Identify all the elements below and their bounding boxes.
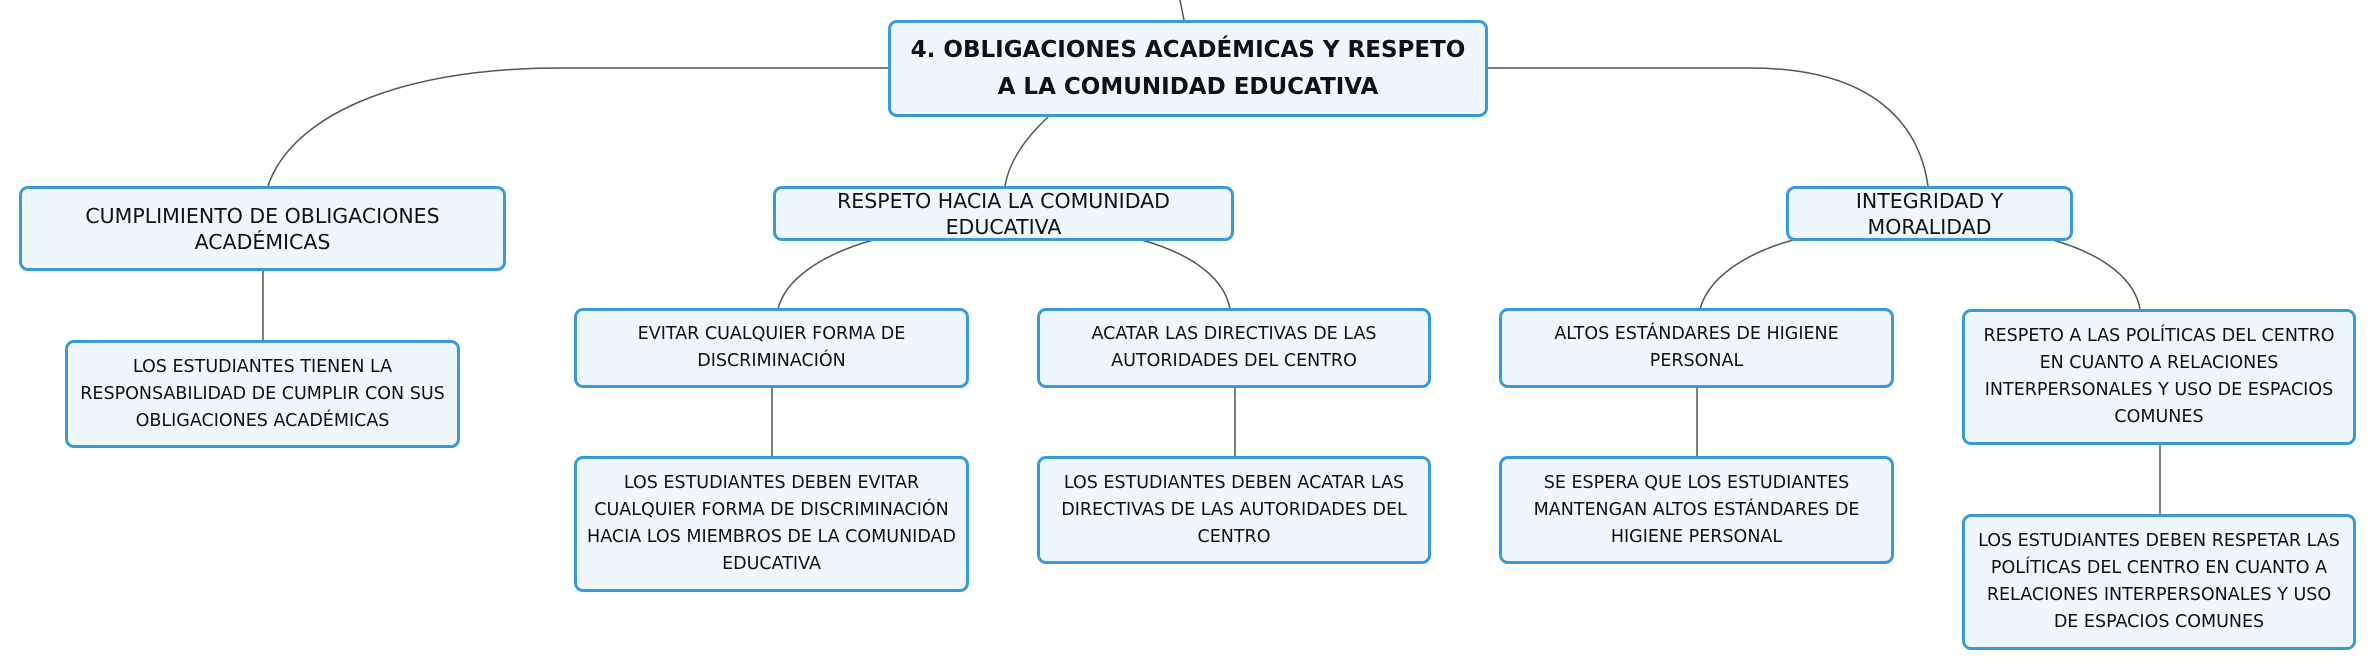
connector-root-parent xyxy=(1180,0,1184,20)
topic-cumplimiento-label: CUMPLIMIENTO DE OBLIGACIONES ACADÉMICAS xyxy=(85,203,440,254)
connector-root-cumplimiento xyxy=(268,68,888,186)
connector-respeto-discriminacion xyxy=(778,240,873,309)
root-topic[interactable] xyxy=(888,20,1488,117)
subtopic-politicas-detalle[interactable] xyxy=(1962,514,2356,650)
subtopic-higiene-personal[interactable] xyxy=(1499,308,1894,388)
subtopic-directivas-detalle-label: LOS ESTUDIANTES DEBEN ACATAR LAS DIRECTIVAS DE LAS AUTORIDADES DEL CENTRO xyxy=(1061,472,1407,547)
subtopic-responsabilidad-academica[interactable] xyxy=(65,340,460,448)
subtopic-discriminacion-detalle[interactable] xyxy=(574,456,969,592)
subtopic-politicas-detalle-label: LOS ESTUDIANTES DEBEN RESPETAR LAS POLÍTICAS DEL CENTRO EN CUANTO A RELACIONES INTERPERSONALES Y USO DE ESPACIOS COMUNES xyxy=(1978,531,2340,632)
topic-integridad-label: INTEGRIDAD Y MORALIDAD xyxy=(1855,188,2004,239)
connector-root-integridad xyxy=(1487,68,1928,186)
subtopic-higiene-detalle-label: SE ESPERA QUE LOS ESTUDIANTES MANTENGAN ALTOS ESTÁNDARES DE HIGIENE PERSONAL xyxy=(1533,472,1860,547)
topic-respeto-comunidad[interactable] xyxy=(773,186,1234,241)
root-topic-label: 4. OBLIGACIONES ACADÉMICAS Y RESPETO A LA COMUNIDAD EDUCATIVA xyxy=(910,36,1466,100)
subtopic-politicas-centro[interactable] xyxy=(1962,309,2356,445)
subtopic-discriminacion-detalle-label: LOS ESTUDIANTES DEBEN EVITAR CUALQUIER FORMA DE DISCRIMINACIÓN HACIA LOS MIEMBROS DE LA COMUNIDAD EDUCATIVA xyxy=(587,473,956,574)
subtopic-higiene-detalle[interactable] xyxy=(1499,456,1894,564)
subtopic-acatar-directivas-label: ACATAR LAS DIRECTIVAS DE LAS AUTORIDADES DEL CENTRO xyxy=(1091,324,1377,371)
topic-cumplimiento-obligaciones[interactable] xyxy=(19,186,506,271)
subtopic-directivas-detalle[interactable] xyxy=(1037,456,1431,564)
connector-root-respeto xyxy=(1005,117,1048,186)
subtopic-responsabilidad-label: LOS ESTUDIANTES TIENEN LA RESPONSABILIDAD DE CUMPLIR CON SUS OBLIGACIONES ACADÉMICAS xyxy=(80,356,445,431)
connector-respeto-directivas xyxy=(1142,240,1230,309)
subtopic-politicas-centro-label: RESPETO A LAS POLÍTICAS DEL CENTRO EN CUANTO A RELACIONES INTERPERSONALES Y USO DE ESPACIOS COMUNES xyxy=(1983,326,2335,427)
subtopic-evitar-discriminacion-label: EVITAR CUALQUIER FORMA DE DISCRIMINACIÓN xyxy=(637,324,906,371)
subtopic-higiene-personal-label: ALTOS ESTÁNDARES DE HIGIENE PERSONAL xyxy=(1554,324,1839,371)
topic-respeto-label: RESPETO HACIA LA COMUNIDAD EDUCATIVA xyxy=(837,188,1170,239)
connector-integridad-politicas xyxy=(2053,240,2140,309)
connector-integridad-higiene xyxy=(1700,240,1793,309)
subtopic-evitar-discriminacion[interactable] xyxy=(574,308,969,388)
subtopic-acatar-directivas[interactable] xyxy=(1037,308,1431,388)
topic-integridad-moralidad[interactable] xyxy=(1786,186,2073,241)
